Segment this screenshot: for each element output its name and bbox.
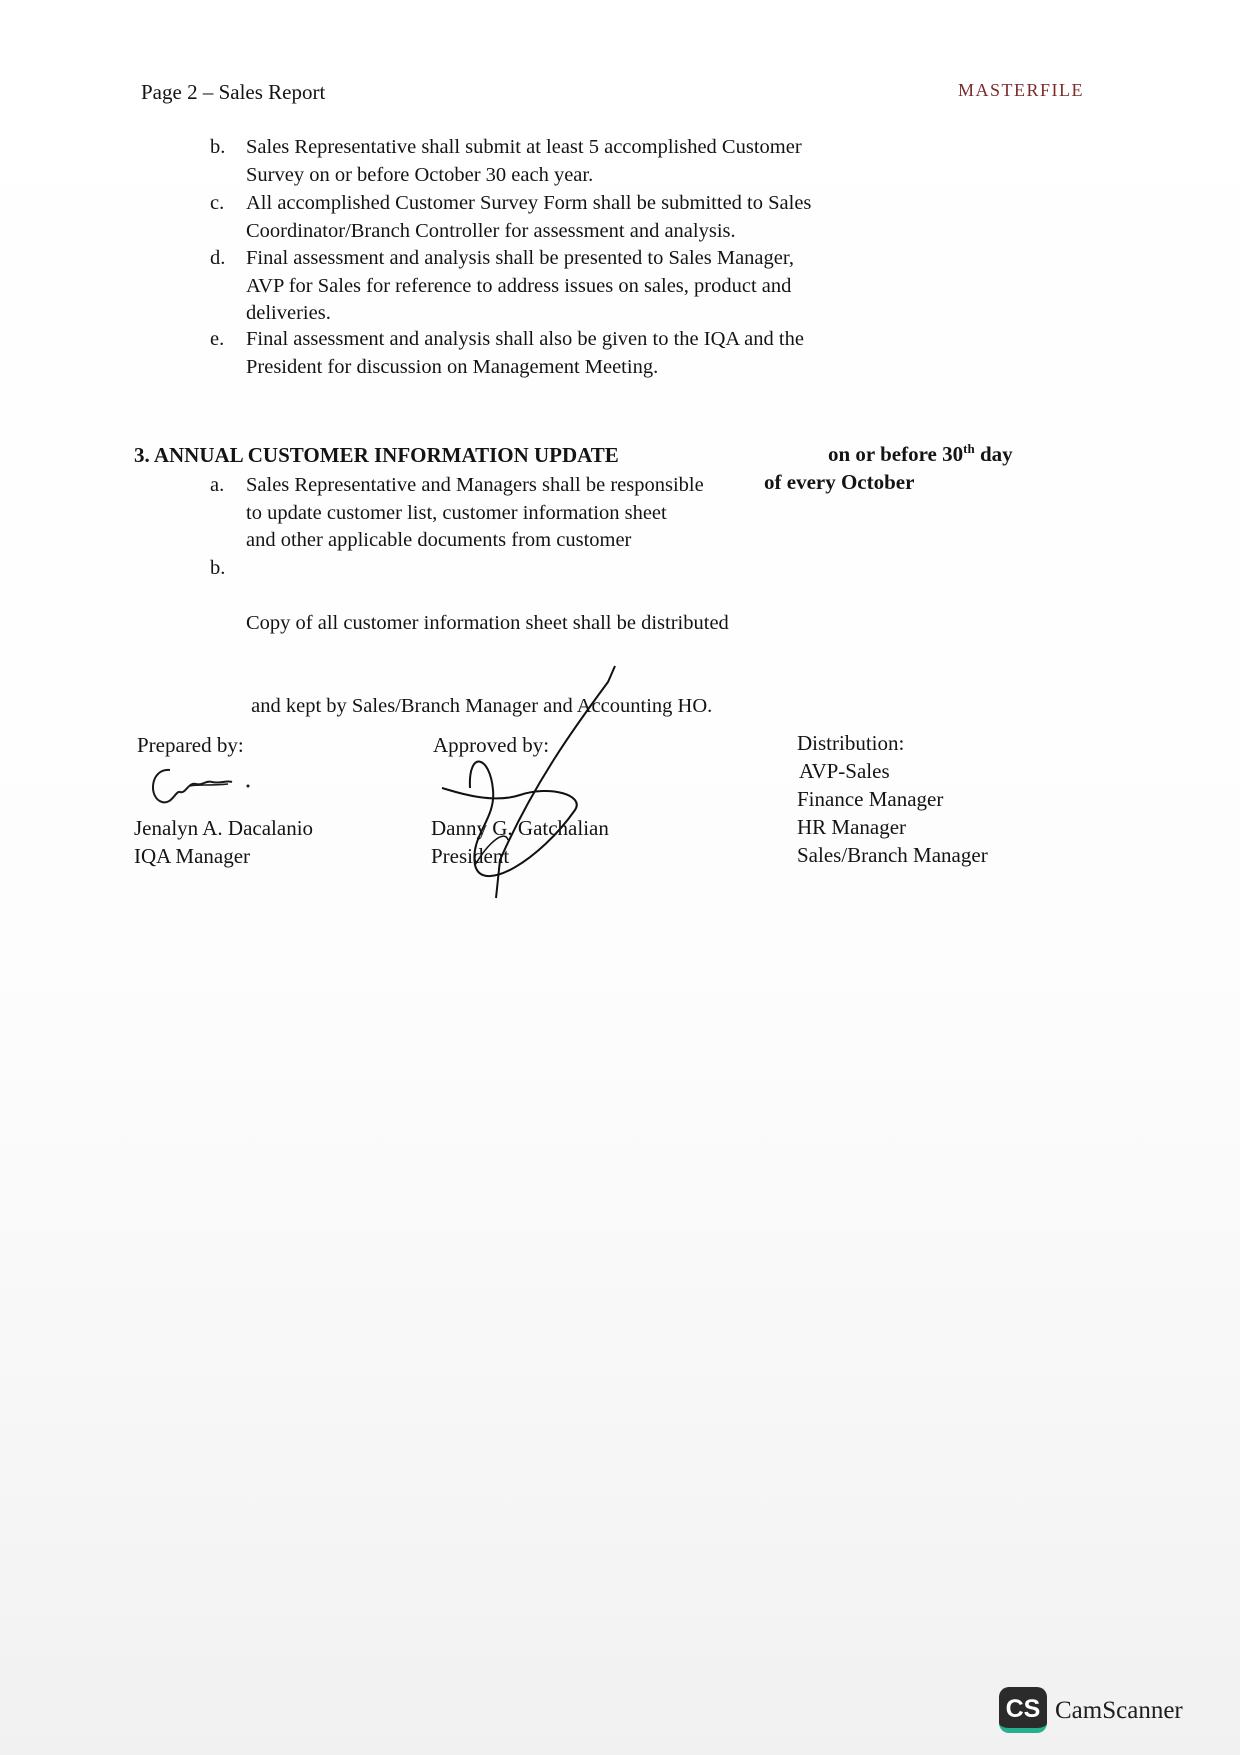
list-line: to update customer list, customer information sheet xyxy=(246,501,667,524)
list-line: Copy of all customer information sheet shall be distributed xyxy=(246,612,729,634)
list-letter: e. xyxy=(210,328,225,350)
approved-signature xyxy=(430,660,630,900)
list-line: and kept by Sales/Branch Manager and Accounting HO. xyxy=(246,694,713,717)
masterfile-stamp: MASTERFILE xyxy=(958,80,1085,100)
distribution-item: HR Manager xyxy=(797,815,907,839)
list-letter: a. xyxy=(210,474,225,496)
approved-by-title: President xyxy=(431,844,510,868)
distribution-item: AVP-Sales xyxy=(799,759,890,783)
camscanner-brand: CamScanner xyxy=(1055,1697,1183,1724)
deadline-superscript: th xyxy=(963,441,975,456)
prepared-by-name: Jenalyn A. Dacalanio xyxy=(134,816,314,840)
list-line: President for discussion on Management Meeting. xyxy=(246,355,659,378)
deadline-line xyxy=(828,441,1013,467)
list-letter: c. xyxy=(210,192,225,214)
prepared-by-title: IQA Manager xyxy=(134,844,251,868)
prepared-by-label: Prepared by: xyxy=(137,733,244,757)
list-letter: d. xyxy=(210,247,226,269)
camscanner-logo-icon: CS xyxy=(999,1687,1047,1733)
list-line: All accomplished Customer Survey Form shall be submitted to Sales xyxy=(246,192,812,214)
list-letter: b. xyxy=(210,136,226,158)
list-line: and other applicable documents from customer xyxy=(246,529,632,551)
section-title: 3. ANNUAL CUSTOMER INFORMATION UPDATE xyxy=(134,443,619,467)
list-line: Sales Representative and Managers shall be responsible xyxy=(246,474,704,496)
list-line: Survey on or before October 30 each year. xyxy=(246,163,594,186)
distribution-item: Finance Manager xyxy=(797,787,944,811)
page-header: Page 2 – Sales Report xyxy=(141,80,326,104)
list-line: Final assessment and analysis shall also be given to the IQA and the xyxy=(246,328,804,350)
list-line: deliveries. xyxy=(246,302,331,324)
list-line: AVP for Sales for reference to address issues on sales, product and xyxy=(246,274,792,297)
distribution-item: Sales/Branch Manager xyxy=(797,843,988,867)
distribution-label: Distribution: xyxy=(797,731,905,755)
list-letter: b. xyxy=(210,557,226,579)
list-line: Coordinator/Branch Controller for assessment and analysis. xyxy=(246,219,736,242)
list-line: Final assessment and analysis shall be presented to Sales Manager, xyxy=(246,247,794,269)
list-line: Sales Representative shall submit at least 5 accomplished Customer xyxy=(246,136,802,158)
deadline-text: on or before 30 xyxy=(828,442,964,466)
deadline-month: of every October xyxy=(764,470,915,494)
deadline-text-end: day xyxy=(974,442,1013,466)
approved-by-name: Danny G. Gatchalian xyxy=(431,816,609,840)
prepared-signature xyxy=(140,760,270,820)
approved-by-label: Approved by: xyxy=(433,733,550,757)
